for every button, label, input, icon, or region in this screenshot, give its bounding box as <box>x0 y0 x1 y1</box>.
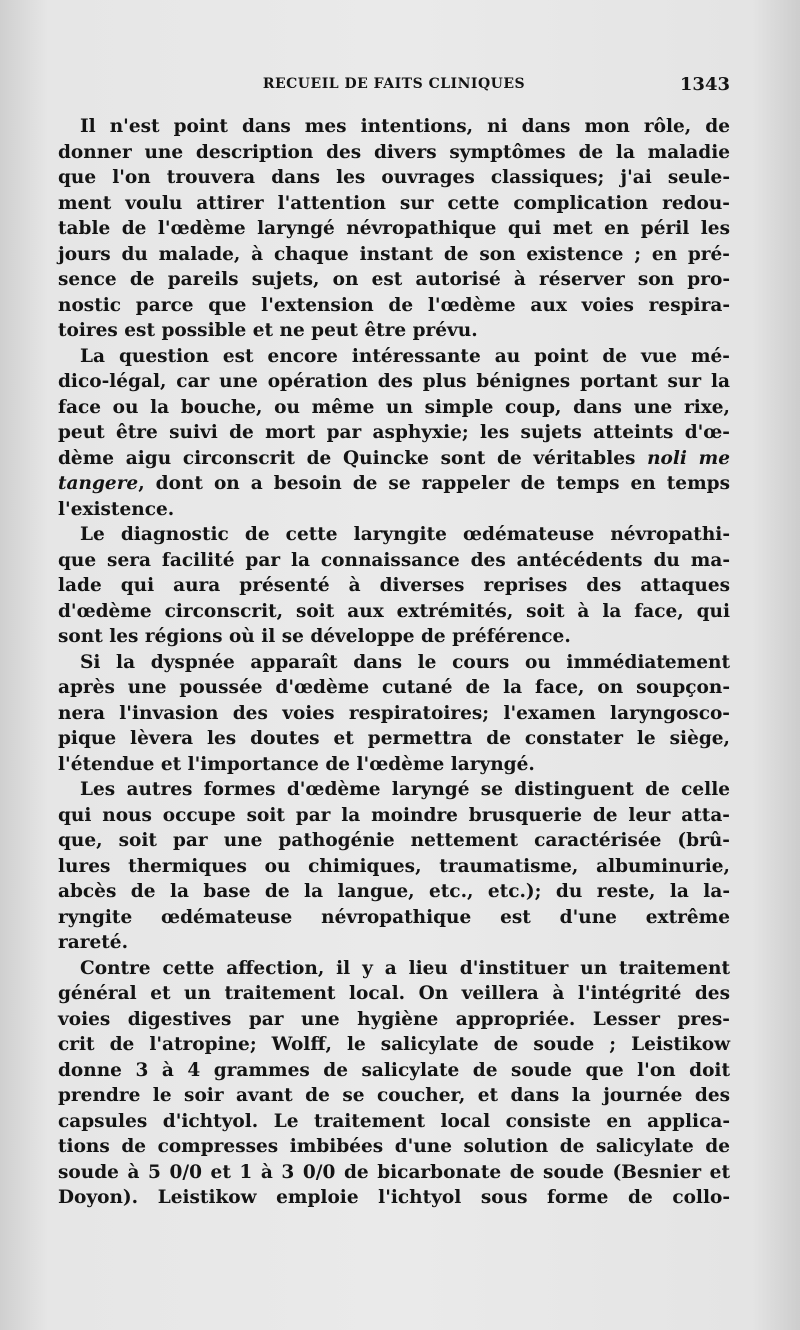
line-text: face ou la bouche, ou même un simple coup, dans une rixe, <box>58 396 730 418</box>
text-line <box>58 777 730 803</box>
line-text: l'existence. <box>58 498 175 520</box>
line-text: voies digestives par une hygiène appropriée. Lesser pres- <box>58 1008 730 1030</box>
line-text: général et un traitement local. On veillera à l'intégrité des <box>58 983 730 1004</box>
running-title: RECUEIL DE FAITS CLINIQUES <box>262 76 526 92</box>
line-text: Le diagnostic de cette laryngite œdémateuse névropathi- <box>80 524 730 545</box>
text-line <box>58 395 730 421</box>
line-text: pique lèvera les doutes et permettra de constater le siège, <box>58 728 730 749</box>
line-text: que sera facilité par la connaissance des antécédents du ma- <box>58 549 730 571</box>
line-text: peut être suivi de mort par asphyxie; les sujets atteints d'œ- <box>58 422 730 443</box>
line-text: Les autres formes d'œdème laryngé se distinguent de celle <box>80 779 730 800</box>
text-line <box>58 344 730 370</box>
text-line <box>58 905 730 931</box>
italic-text: tangere <box>58 473 139 494</box>
line-text: l'étendue et l'importance de l'œdème laryngé. <box>58 753 535 775</box>
line-text: prendre le soir avant de se coucher, et dans la journée des <box>58 1085 730 1106</box>
line-text: nera l'invasion des voies respiratoires; l'examen laryngosco- <box>58 702 730 724</box>
line-text: sence de pareils sujets, on est autorisé à réserver son pro- <box>58 269 730 290</box>
line-text: tions de compresses imbibées d'une solution de salicylate de <box>58 1136 730 1157</box>
text-line <box>58 267 730 293</box>
line-text: après une poussée d'œdème cutané de la face, on soupçon- <box>58 677 730 698</box>
text-line <box>58 1134 730 1160</box>
line-text: nostic parce que l'extension de l'œdème aux voies respira- <box>58 294 730 316</box>
body-text <box>58 114 730 1211</box>
text-line <box>58 1083 730 1109</box>
text-line <box>58 981 730 1007</box>
text-line <box>58 293 730 319</box>
line-text: Contre cette affection, il y a lieu d'instituer un traitement <box>80 957 730 979</box>
text-line <box>58 956 730 982</box>
text-line <box>58 1185 730 1211</box>
line-text: jours du malade, à chaque instant de son existence ; en pré- <box>58 243 730 265</box>
text-line <box>58 1160 730 1186</box>
text-line <box>58 191 730 217</box>
line-text: La question est encore intéressante au point de vue mé- <box>80 345 730 367</box>
line-text: capsules d'ichtyol. Le traitement local consiste en applica- <box>58 1110 730 1132</box>
line-text: donner une description des divers symptômes de la maladie <box>58 141 730 163</box>
text-line <box>58 650 730 676</box>
text-line <box>58 573 730 599</box>
line-text: que, soit par une pathogénie nettement caractérisée (brû- <box>58 830 730 851</box>
line-text: Doyon). Leistikow emploie l'ichtyol sous forme de collo- <box>58 1187 730 1208</box>
text-line <box>58 803 730 829</box>
line-text: ment voulu attirer l'attention sur cette complication redou- <box>58 192 730 214</box>
text-line <box>58 930 730 956</box>
text-line <box>58 1032 730 1058</box>
line-text: dème aigu circonscrit de Quincke sont de véritables <box>58 447 636 469</box>
text-line <box>58 216 730 242</box>
line-text: dico-légal, car une opération des plus bénignes portant sur la <box>58 371 730 392</box>
line-text: abcès de la base de la langue, etc., etc.); du reste, la la- <box>58 881 730 902</box>
line-text: qui nous occupe soit par la moindre brusquerie de leur atta- <box>58 804 730 826</box>
text-line <box>58 675 730 701</box>
line-text: crit de l'atropine; Wolff, le salicylate de soude ; Leistikow <box>58 1034 730 1055</box>
text-line <box>58 471 730 497</box>
text-line <box>58 828 730 854</box>
text-line <box>58 446 730 472</box>
line-text: que l'on trouvera dans les ouvrages classiques; j'ai seule- <box>58 167 730 188</box>
text-line <box>58 548 730 574</box>
line-text: table de l'œdème laryngé névropathique qui met en péril les <box>58 218 730 239</box>
text-line <box>58 599 730 625</box>
text-line <box>58 165 730 191</box>
text-line <box>58 879 730 905</box>
line-text: soude à 5 0/0 et 1 à 3 0/0 de bicarbonate de soude (Besnier et <box>58 1161 730 1183</box>
line-text: sont les régions où il se développe de préférence. <box>58 626 571 647</box>
page-number: 1343 <box>679 74 730 95</box>
line-text: donne 3 à 4 grammes de salicylate de soude que l'on doit <box>58 1059 730 1081</box>
line-text: rareté. <box>58 932 129 953</box>
italic-text: noli me <box>647 447 730 469</box>
text-line <box>58 242 730 268</box>
line-text: d'œdème circonscrit, soit aux extrémités, soit à la face, qui <box>58 600 730 622</box>
line-text: toires est possible et ne peut être prévu. <box>58 320 478 341</box>
text-line <box>58 497 730 523</box>
text-line <box>58 420 730 446</box>
text-line <box>58 369 730 395</box>
line-text: , dont on a besoin de se rappeler de temps en temps <box>138 473 730 494</box>
line-text: Si la dyspnée apparaît dans le cours ou immédiatement <box>80 651 730 673</box>
text-line <box>58 114 730 140</box>
text-line <box>58 522 730 548</box>
text-line <box>58 1007 730 1033</box>
text-line <box>58 140 730 166</box>
line-text: Il n'est point dans mes intentions, ni dans mon rôle, de <box>80 116 730 137</box>
text-line <box>58 318 730 344</box>
text-line <box>58 752 730 778</box>
text-line <box>58 726 730 752</box>
text-line <box>58 624 730 650</box>
running-head <box>58 76 730 100</box>
text-line <box>58 854 730 880</box>
line-text: lures thermiques ou chimiques, traumatisme, albuminurie, <box>58 855 730 877</box>
text-line <box>58 701 730 727</box>
line-text: lade qui aura présenté à diverses reprises des attaques <box>58 575 730 596</box>
text-line <box>58 1058 730 1084</box>
text-line <box>58 1109 730 1135</box>
line-text: ryngite œdémateuse névropathique est d'une extrême <box>58 906 730 928</box>
